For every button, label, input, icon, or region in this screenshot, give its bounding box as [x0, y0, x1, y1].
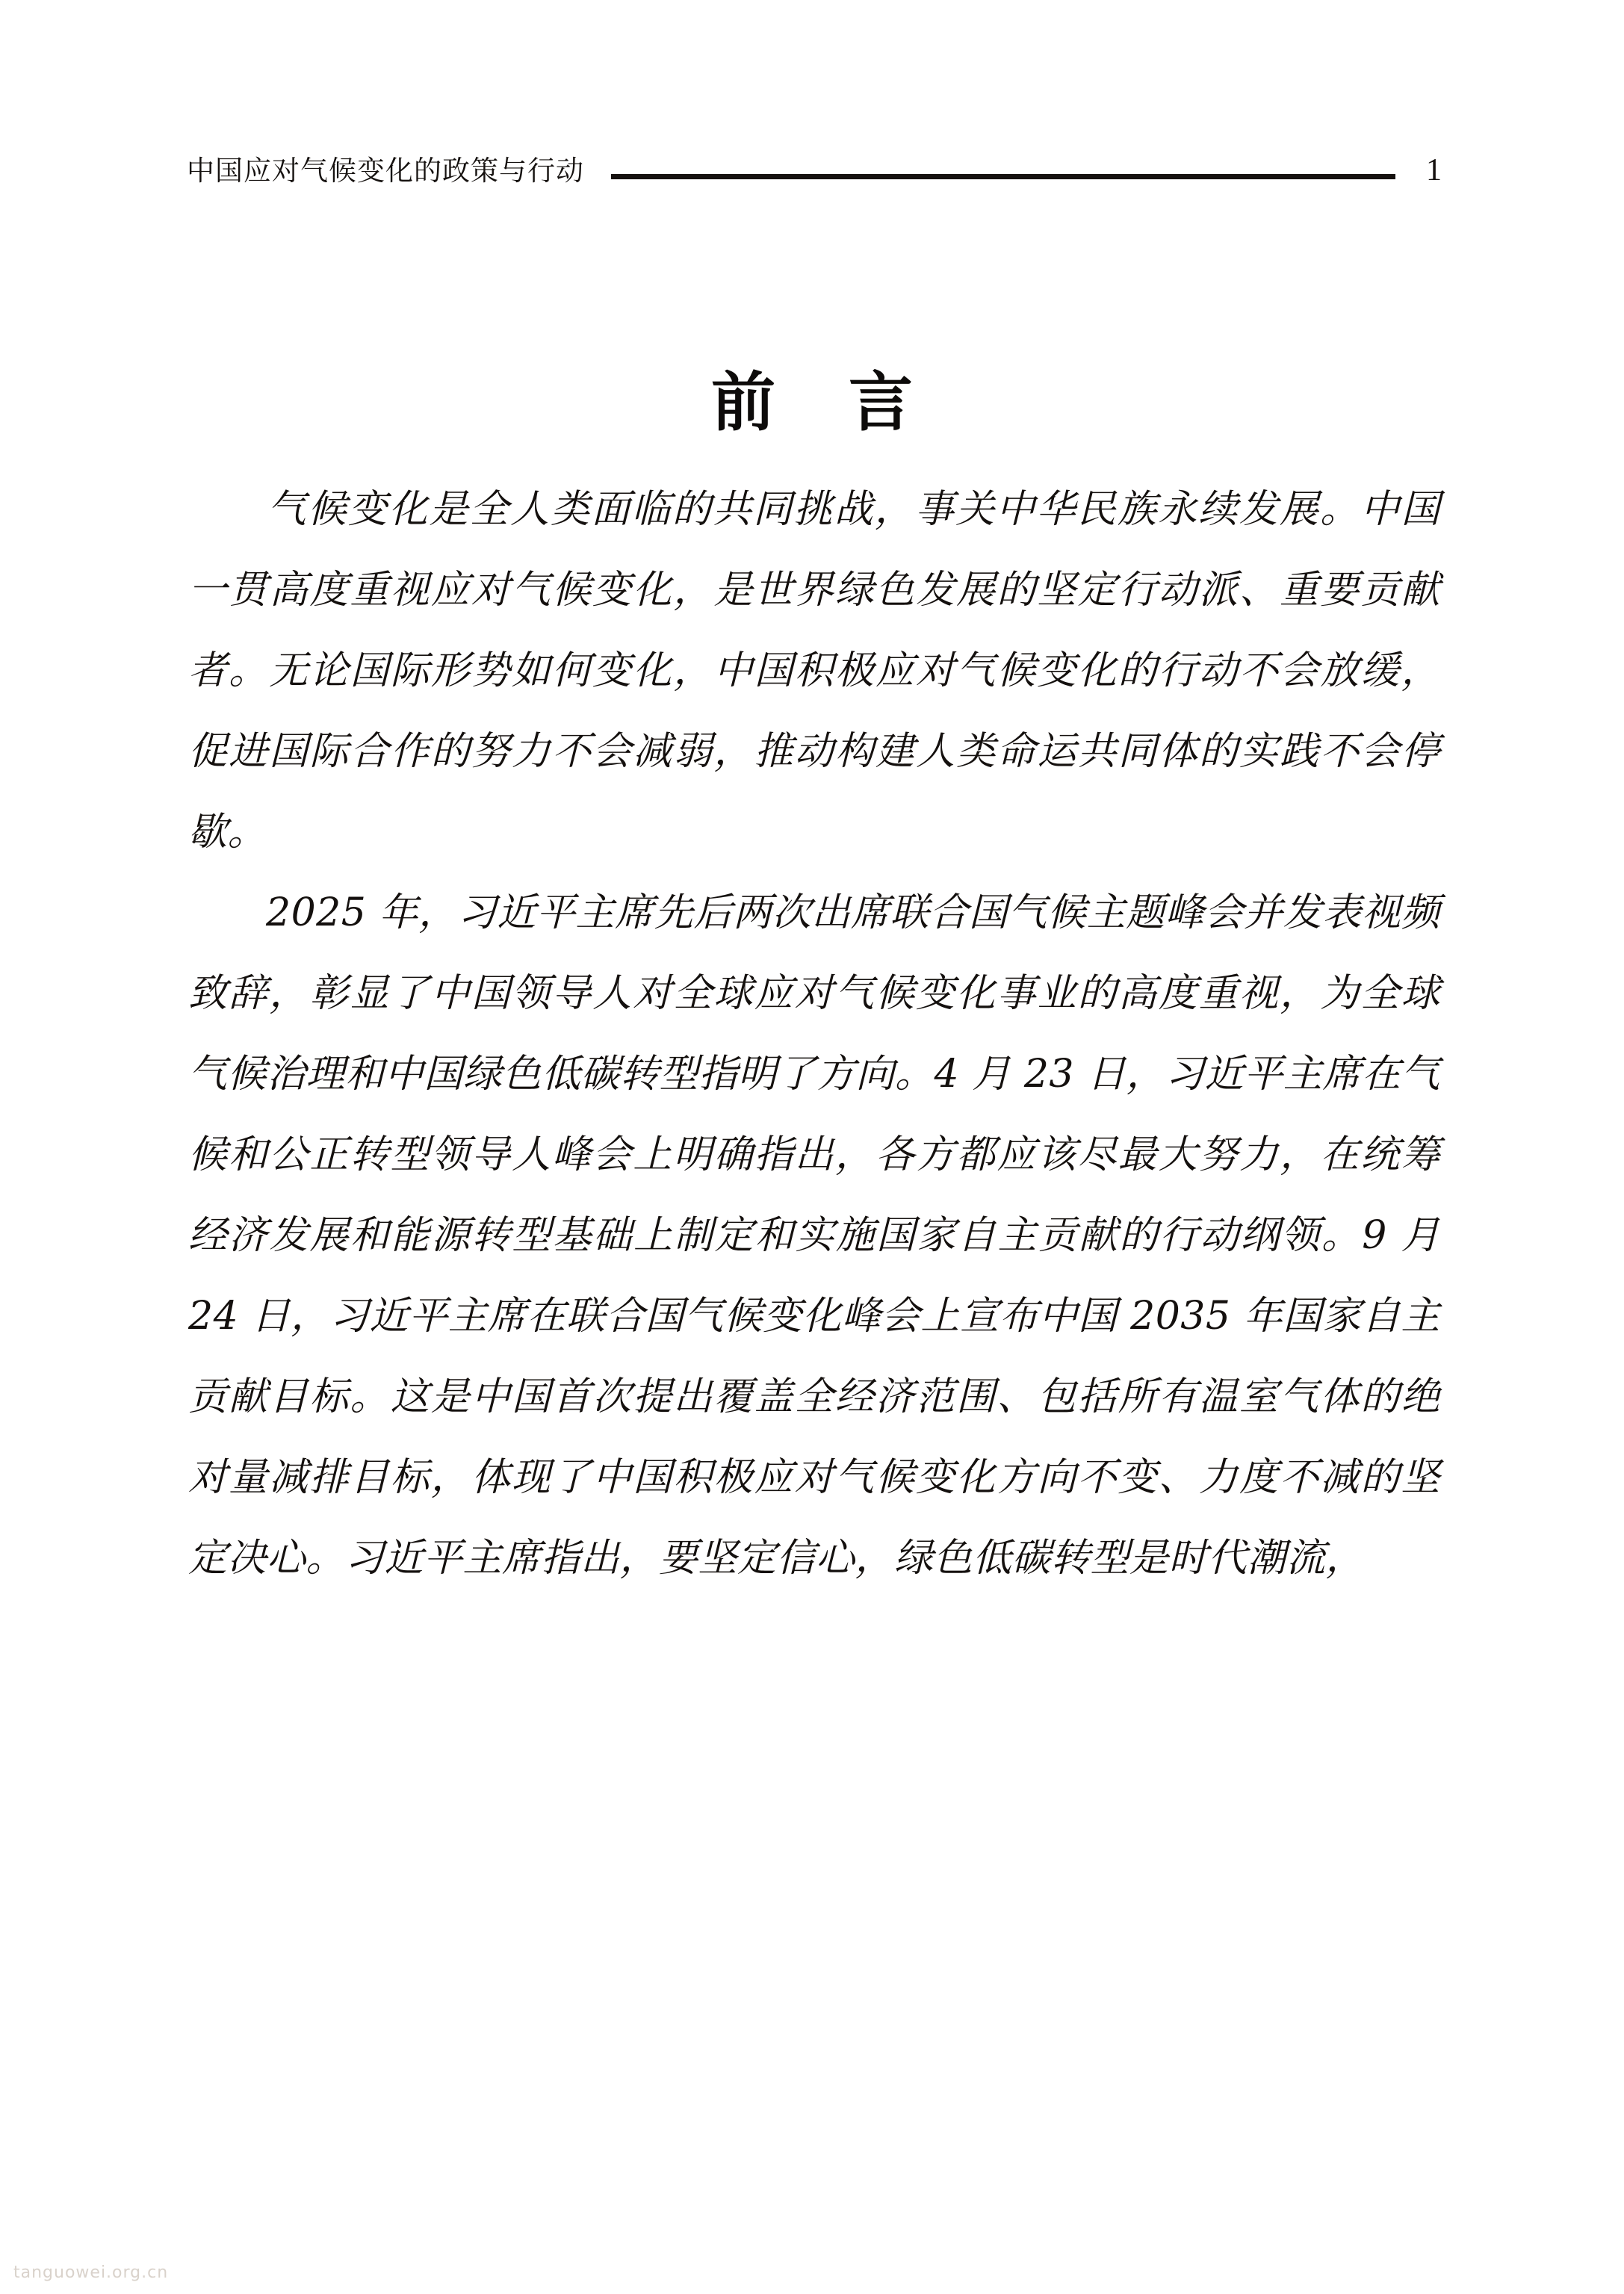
header-title: 中国应对气候变化的政策与行动: [187, 154, 584, 187]
paragraph-1: [188, 469, 1440, 872]
body-content: [188, 469, 1440, 1599]
running-header: [187, 146, 1442, 198]
paragraph-2-text: 2025 年，习近平主席先后两次出席联合国气候主题峰会并发表视频致辞，彰显了中国领导人对全球应对气候变化事业的高度重视，为全球气候治理和中国绿色低碳转型指明了方向。4 月 23 日，习近平主席在气候和公正转型领导人峰会上明确指出，各方都应该尽最大努力，在统筹经济发展和能源转型基础上制定和实施国家自主贡献的行动纲领。9 月 24 日，习近平主席在联合国气候变化峰会上宣布中国 2035 年国家自主贡献目标。这是中国首次提出覆盖全经济范围、包括所有温室气体的绝对量减排目标，体现了中国积极应对气候变化方向不变、力度不减的坚定决心。习近平主席指出，要坚定信心，绿色低碳转型是时代潮流，: [188, 890, 1440, 1581]
header-divider-rule: [611, 174, 1395, 179]
watermark: tanguowei.org.cn: [13, 2263, 169, 2282]
paragraph-1-text: 气候变化是全人类面临的共同挑战，事关中华民族永续发展。中国一贯高度重视应对气候变化，是世界绿色发展的坚定行动派、重要贡献者。无论国际形势如何变化，中国积极应对气候变化的行动不会放缓，促进国际合作的努力不会减弱，推动构建人类命运共同体的实践不会停歇。: [188, 487, 1440, 855]
page-title: 前 言: [711, 365, 938, 440]
page-number: 1: [1426, 153, 1442, 187]
paragraph-2: [188, 872, 1440, 1599]
